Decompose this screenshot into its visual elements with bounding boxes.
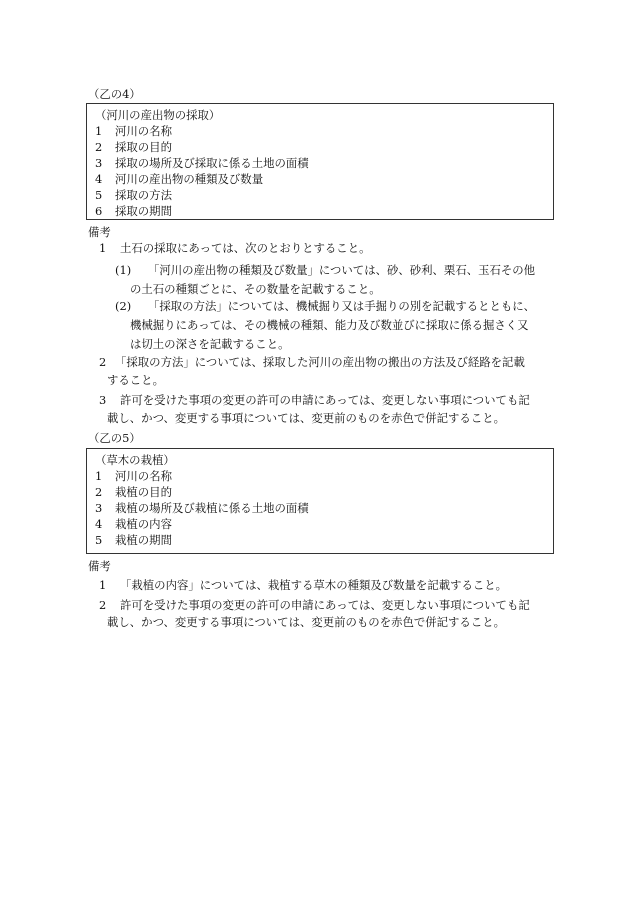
- note-text: 土石の採取にあっては、次のとおりとすること。: [120, 241, 371, 255]
- notes-heading: 備考: [88, 559, 111, 573]
- note-2: [99, 354, 525, 372]
- item-text: 栽植の期間: [115, 533, 172, 547]
- item-text: 採取の期間: [115, 204, 172, 218]
- note-text: 「河川の産出物の種類及び数量」については、砂、砂利、栗石、玉石その他: [148, 263, 536, 277]
- item-number: 4: [95, 172, 103, 186]
- note-text: 許可を受けた事項の変更の許可の申請にあっては、変更しない事項についても記: [120, 393, 530, 407]
- item-number: 2: [95, 485, 103, 499]
- item-number: 5: [95, 188, 103, 202]
- item-number: 4: [95, 517, 103, 531]
- note-number: 1: [99, 241, 107, 255]
- box-item: [95, 203, 553, 219]
- form-box-river-products: [86, 103, 554, 220]
- box-header: （河川の産出物の採取）: [95, 108, 221, 122]
- item-text: 栽植の目的: [115, 485, 172, 499]
- item-text: 採取の目的: [115, 140, 172, 154]
- box-header: （草木の栽植）: [95, 453, 175, 467]
- item-text: 採取の場所及び採取に係る土地の面積: [115, 156, 309, 170]
- item-number: 1: [95, 469, 103, 483]
- note-3: [99, 392, 530, 410]
- note-1-sub-2-cont: 機械掘りにあっては、その機械の種類、能力及び数並びに採取に係る掘さく又: [130, 318, 529, 332]
- box-item: [95, 516, 553, 532]
- note-1-sub-1: [115, 262, 535, 280]
- box-item: [95, 484, 553, 500]
- item-number: 3: [95, 156, 103, 170]
- note-text: 許可を受けた事項の変更の許可の申請にあっては、変更しない事項についても記: [120, 598, 530, 612]
- note-2-cont: 載し、かつ、変更する事項については、変更前のものを赤色で併記すること。: [107, 615, 505, 629]
- note-number: 3: [99, 393, 107, 407]
- note-1-sub-1-cont: の土石の種類ごとに、その数量を記載すること。: [130, 282, 381, 296]
- item-number: 6: [95, 204, 103, 218]
- item-text: 河川の名称: [115, 124, 172, 138]
- note-text: 「採取の方法」については、採取した河川の産出物の搬出の方法及び経路を記載: [115, 355, 525, 369]
- note-3-cont: 載し、かつ、変更する事項については、変更前のものを赤色で併記すること。: [107, 411, 505, 425]
- item-text: 河川の産出物の種類及び数量: [115, 172, 264, 186]
- box-item: [95, 500, 553, 516]
- section-title-otsu-5: （乙の5）: [88, 431, 141, 445]
- item-number: 5: [95, 533, 103, 547]
- item-text: 河川の名称: [115, 469, 172, 483]
- section-title-otsu-4: （乙の4）: [88, 87, 141, 101]
- notes-heading: 備考: [88, 225, 111, 239]
- form-box-plant-cultivation: [86, 448, 554, 554]
- note-number: 2: [99, 355, 107, 369]
- box-item: [95, 171, 553, 187]
- box-item: [95, 123, 553, 139]
- note-number: (1): [115, 263, 132, 277]
- item-number: 2: [95, 140, 103, 154]
- note-number: 1: [99, 578, 107, 592]
- box-item: [95, 532, 553, 548]
- box-item: [95, 139, 553, 155]
- box-item: [95, 468, 553, 484]
- box-item: [95, 155, 553, 171]
- note-1-sub-2: [115, 298, 535, 316]
- note-text: 「栽植の内容」については、栽植する草木の種類及び数量を記載すること。: [120, 578, 508, 592]
- note-text: 「採取の方法」については、機械掘り又は手掘りの別を記載するとともに、: [148, 299, 536, 313]
- item-number: 1: [95, 124, 103, 138]
- note-number: (2): [115, 299, 132, 313]
- note-number: 2: [99, 598, 107, 612]
- note-1: [99, 577, 507, 595]
- note-1: [99, 240, 370, 258]
- item-text: 栽植の場所及び栽植に係る土地の面積: [115, 501, 309, 515]
- note-2: [99, 597, 530, 615]
- note-1-sub-2-cont: は切土の深さを記載すること。: [130, 337, 290, 351]
- note-2-cont: すること。: [107, 373, 164, 387]
- box-item: [95, 187, 553, 203]
- item-text: 栽植の内容: [115, 517, 172, 531]
- item-text: 採取の方法: [115, 188, 172, 202]
- item-number: 3: [95, 501, 103, 515]
